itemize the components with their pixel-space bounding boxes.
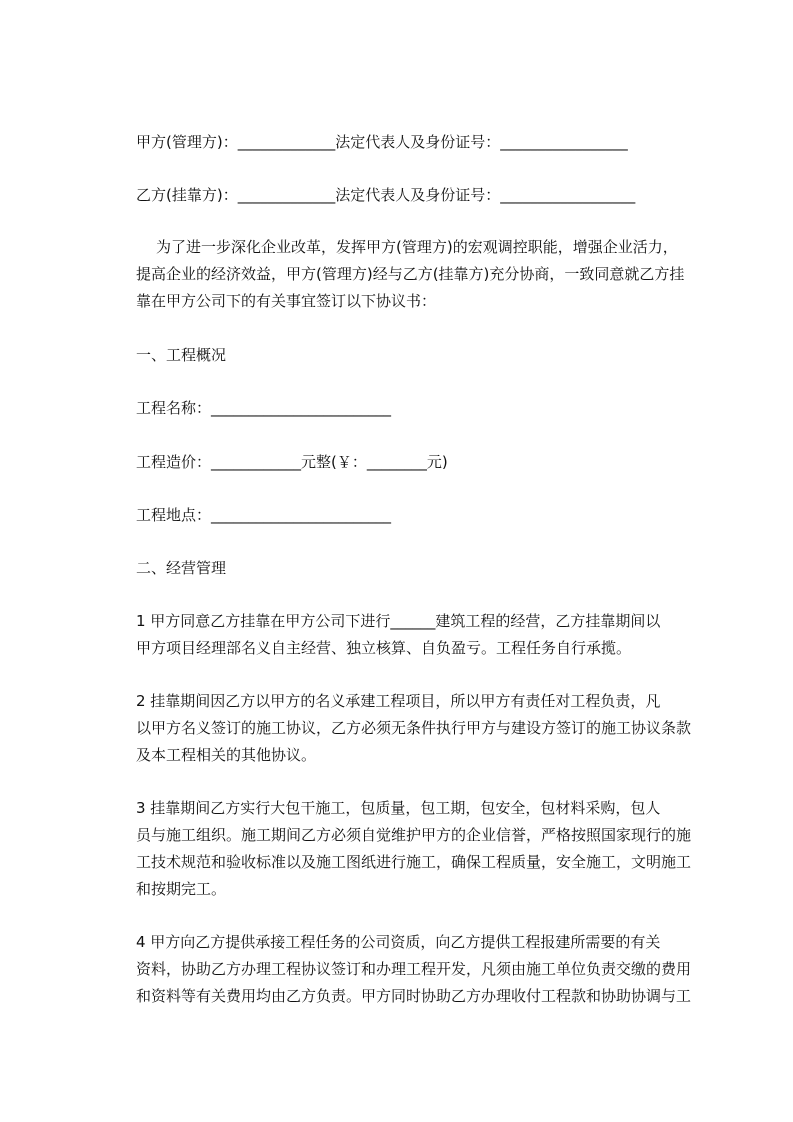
item-3-line-3: 工技术规范和验收标准以及施工图纸进行施工，确保工程质量，安全施工，文明施工 <box>136 853 692 871</box>
item-2-line-3: 及本工程相关的其他协议。 <box>136 746 317 764</box>
project-name-field: 工程名称：________________________ <box>136 399 392 417</box>
project-location-field: 工程地点：________________________ <box>136 506 392 524</box>
item-4-line-2: 资料，协助乙方办理工程协议签订和办理工程开发，凡须由施工单位负责交缴的费用 <box>136 960 692 978</box>
party-a-line: 甲方(管理方)：_____________法定代表人及身份证号：_________________ <box>136 133 628 151</box>
intro-line-1: 为了进一步深化企业改革，发挥甲方(管理方)的宏观调控职能，增强企业活力， <box>156 238 678 256</box>
item-3-line-4: 和按期完工。 <box>136 880 227 898</box>
item-3-line-2: 员与施工组织。施工期间乙方必须自觉维护甲方的企业信誉，严格按照国家现行的施 <box>136 826 692 844</box>
section-1-heading: 一、工程概况 <box>136 346 227 364</box>
project-cost-field: 工程造价：____________元整(￥：________元) <box>136 453 448 471</box>
section-2-heading: 二、经营管理 <box>136 559 227 577</box>
item-4-line-1: 4 甲方向乙方提供承接工程任务的公司资质，向乙方提供工程报建所需要的有关 <box>136 933 661 951</box>
intro-line-2: 提高企业的经济效益，甲方(管理方)经与乙方(挂靠方)充分协商，一致同意就乙方挂 <box>136 265 685 283</box>
item-4-line-3: 和资料等有关费用均由乙方负责。甲方同时协助乙方办理收付工程款和协助协调与工 <box>136 987 692 1005</box>
item-1-line-1: 1 甲方同意乙方挂靠在甲方公司下进行______建筑工程的经营，乙方挂靠期间以 <box>136 612 661 630</box>
item-2-line-2: 以甲方名义签订的施工协议，乙方必须无条件执行甲方与建设方签订的施工协议条款 <box>136 719 692 737</box>
item-3-line-1: 3 挂靠期间乙方实行大包干施工，包质量，包工期，包安全，包材料采购，包人 <box>136 799 661 817</box>
item-2-line-1: 2 挂靠期间因乙方以甲方的名义承建工程项目，所以甲方有责任对工程负责，凡 <box>136 692 661 710</box>
item-1-line-2: 甲方项目经理部名义自主经营、独立核算、自负盈亏。工程任务自行承揽。 <box>136 639 632 657</box>
intro-line-3: 靠在甲方公司下的有关事宜签订以下协议书： <box>136 292 437 310</box>
party-b-line: 乙方(挂靠方)：_____________法定代表人及身份证号：__________________ <box>136 186 636 204</box>
